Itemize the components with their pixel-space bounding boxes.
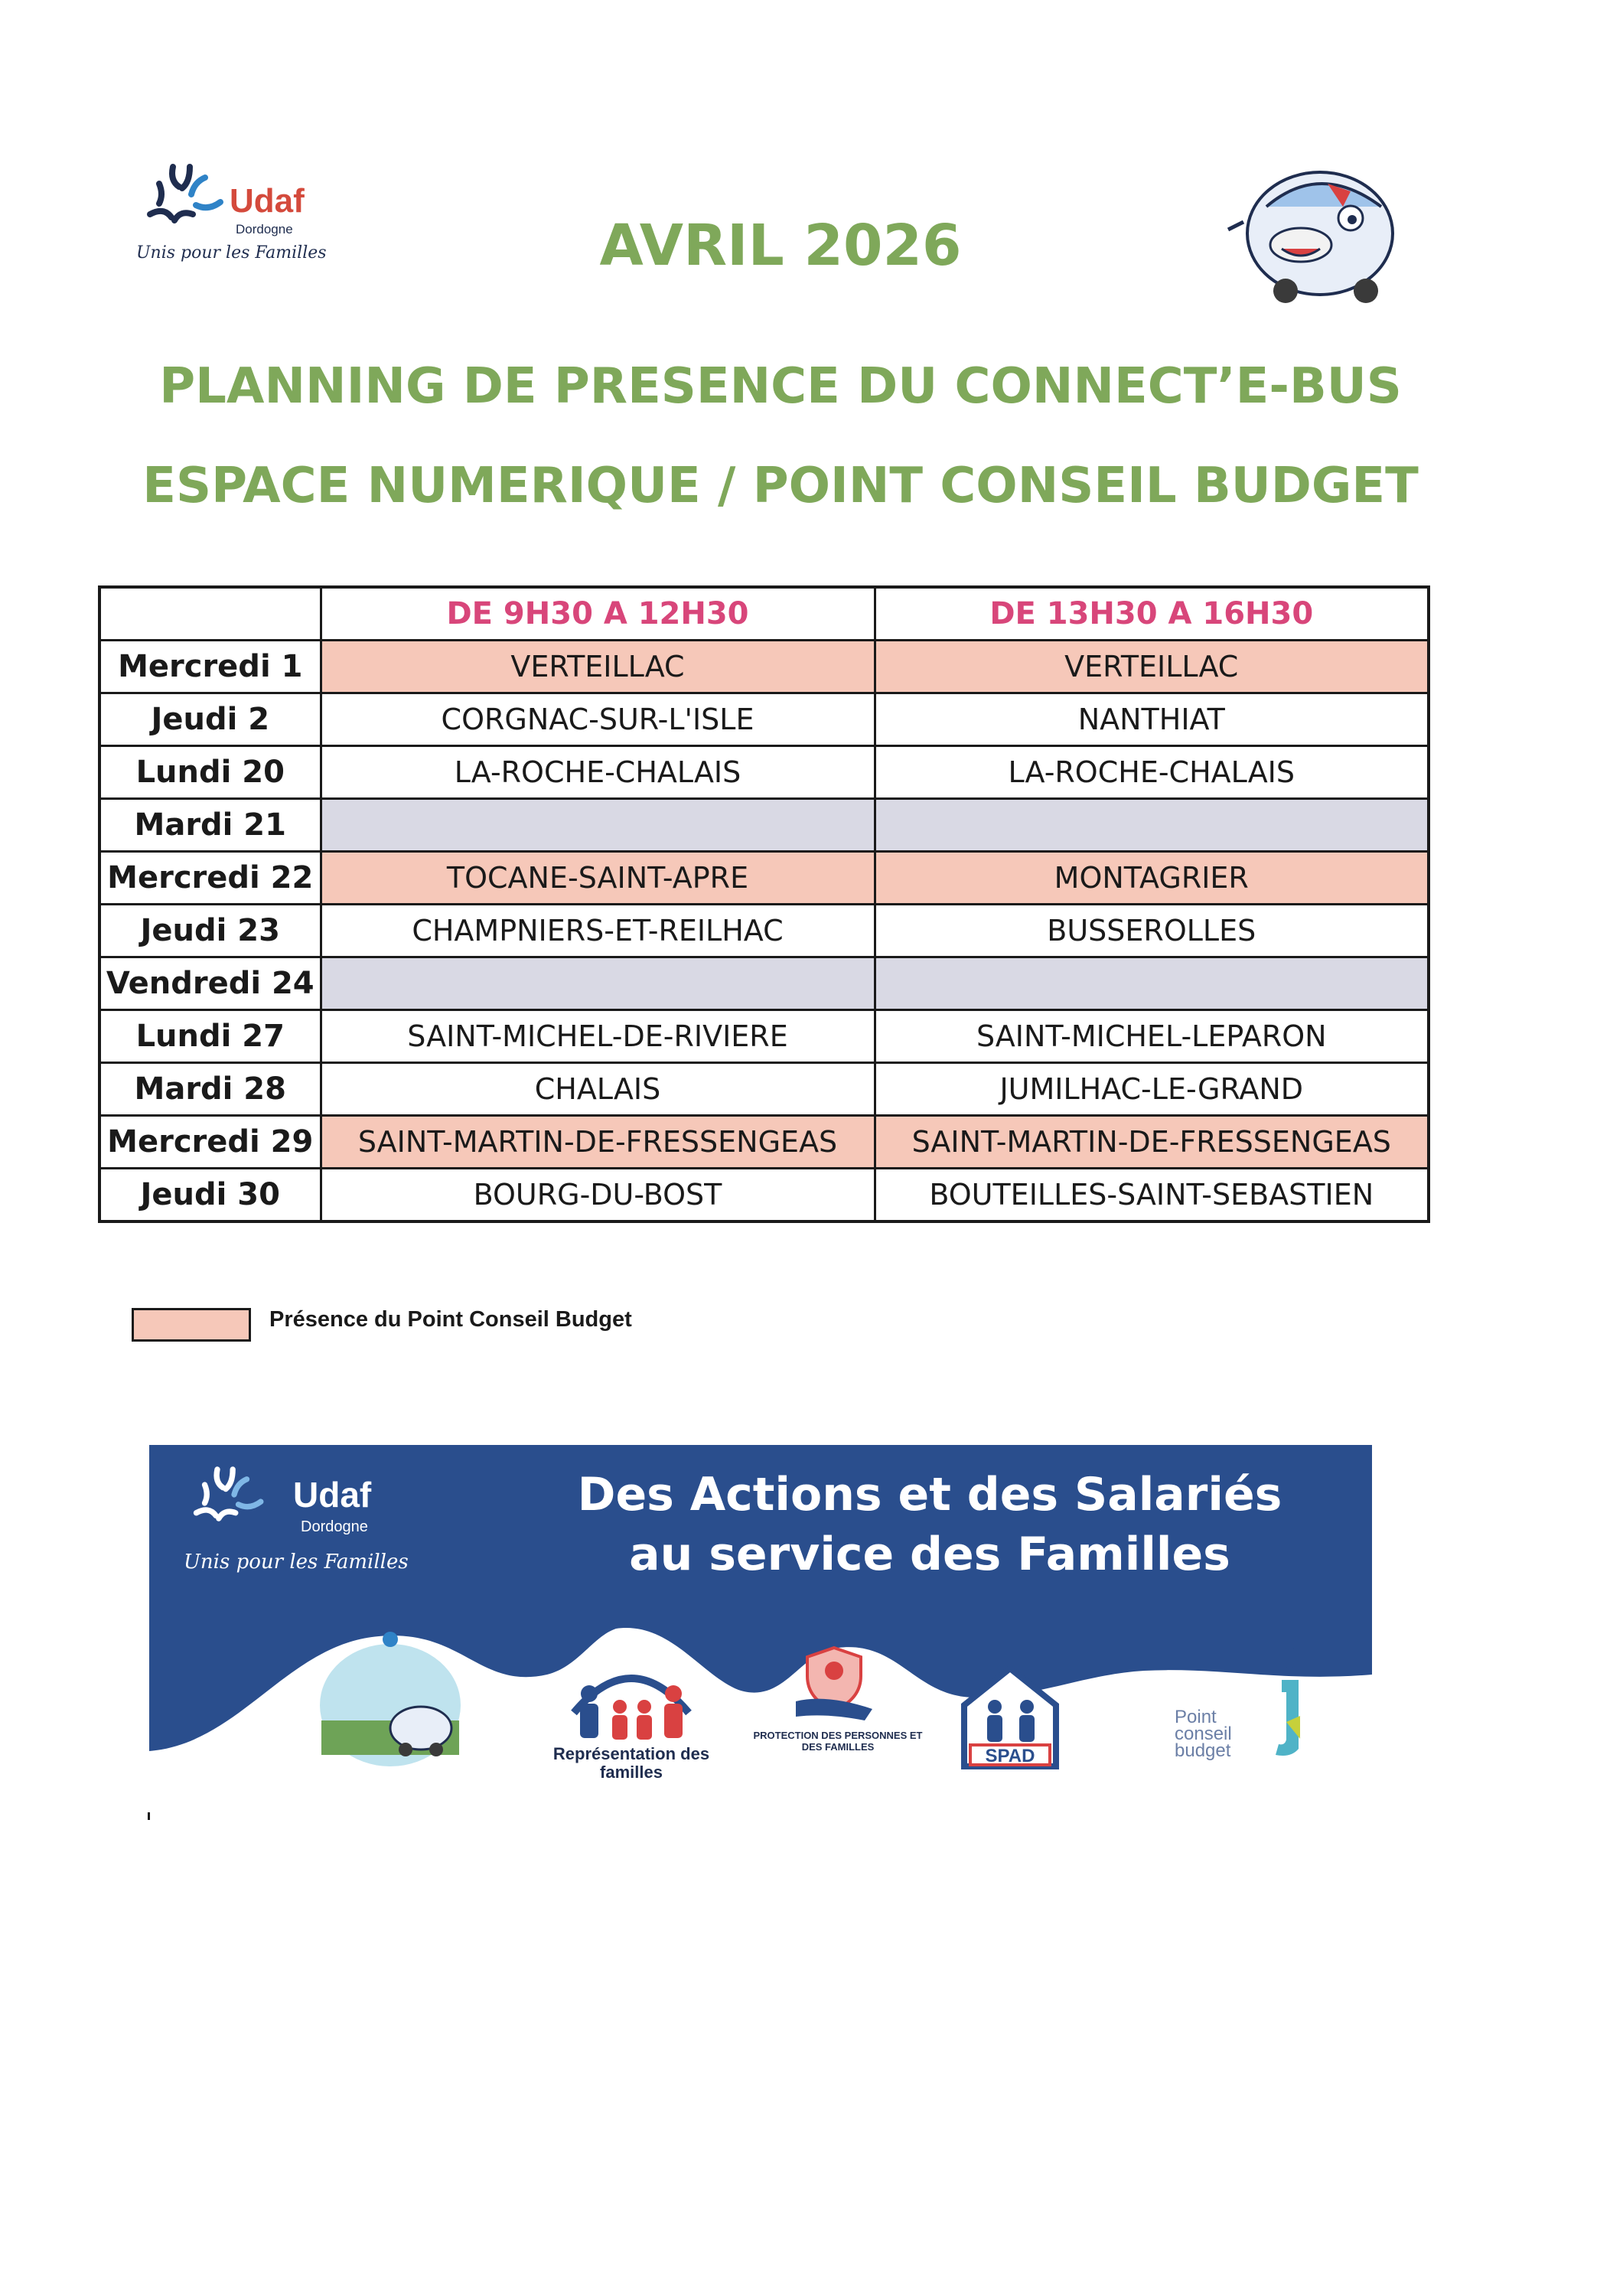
pcb-word-3: budget — [1175, 1740, 1231, 1761]
banner-left-rule — [148, 1812, 150, 1820]
udaf-sub: Dordogne — [236, 222, 293, 236]
table-row — [99, 852, 1429, 905]
morning-location-cell: SAINT-MICHEL-DE-RIVIERE — [321, 1010, 875, 1063]
banner-udaf-sub: Dordogne — [301, 1518, 368, 1535]
morning-location-cell: LA-ROCHE-CHALAIS — [321, 746, 875, 799]
table-row — [99, 1010, 1429, 1063]
afternoon-location-cell — [875, 799, 1429, 852]
point-conseil-budget-icon — [1259, 1645, 1320, 1768]
udaf-banner — [149, 1445, 1372, 1814]
representation-label: Représentation des familles — [552, 1744, 710, 1782]
afternoon-location-cell: JUMILHAC-LE-GRAND — [875, 1063, 1429, 1116]
legend-swatch — [132, 1308, 251, 1342]
pcb-word-2: conseil — [1175, 1724, 1232, 1744]
table-row — [99, 957, 1429, 1010]
afternoon-location-cell: BUSSEROLLES — [875, 905, 1429, 957]
udaf-tagline: Unis pour les Familles — [136, 243, 327, 263]
connect-e-bus-car-illustration — [1221, 153, 1404, 314]
morning-location-cell: TOCANE-SAINT-APRE — [321, 852, 875, 905]
header-afternoon: DE 13H30 A 16H30 — [875, 587, 1429, 641]
table-row — [99, 746, 1429, 799]
morning-location-cell — [321, 957, 875, 1010]
afternoon-location-cell: LA-ROCHE-CHALAIS — [875, 746, 1429, 799]
udaf-banner-symbol-icon — [184, 1460, 268, 1544]
day-cell: Vendredi 24 — [99, 957, 321, 1010]
legend-text: Présence du Point Conseil Budget — [269, 1307, 632, 1332]
pcb-label — [1175, 1709, 1266, 1760]
header-morning: DE 9H30 A 12H30 — [321, 587, 875, 641]
day-cell: Mercredi 29 — [99, 1116, 321, 1169]
day-cell: Lundi 27 — [99, 1010, 321, 1063]
protection-hand-icon — [788, 1640, 880, 1724]
morning-location-cell: SAINT-MARTIN-DE-FRESSENGEAS — [321, 1116, 875, 1169]
day-cell: Jeudi 2 — [99, 693, 321, 746]
spad-label: SPAD — [985, 1746, 1035, 1766]
afternoon-location-cell: VERTEILLAC — [875, 641, 1429, 693]
page-month-title: AVRIL 2026 — [599, 213, 962, 279]
table-row — [99, 641, 1429, 693]
table-row — [99, 905, 1429, 957]
day-cell: Jeudi 30 — [99, 1169, 321, 1222]
day-cell: Mercredi 1 — [99, 641, 321, 693]
banner-udaf-name: Udaf — [293, 1475, 372, 1515]
day-cell: Jeudi 23 — [99, 905, 321, 957]
planning-subtitle: ESPACE NUMERIQUE / POINT CONSEIL BUDGET — [142, 458, 1419, 514]
day-cell: Mercredi 22 — [99, 852, 321, 905]
header-empty-cell — [99, 587, 321, 641]
table-row — [99, 1169, 1429, 1222]
afternoon-location-cell: BOUTEILLES-SAINT-SEBASTIEN — [875, 1169, 1429, 1222]
day-cell: Lundi 20 — [99, 746, 321, 799]
table-header-row — [99, 587, 1429, 641]
morning-location-cell: CORGNAC-SUR-L'ISLE — [321, 693, 875, 746]
protection-label: PROTECTION DES PERSONNES ET DES FAMILLES — [753, 1730, 923, 1753]
table-row — [99, 693, 1429, 746]
afternoon-location-cell: SAINT-MICHEL-LEPARON — [875, 1010, 1429, 1063]
table-row — [99, 799, 1429, 852]
morning-location-cell: BOURG-DU-BOST — [321, 1169, 875, 1222]
schedule-table — [98, 585, 1430, 1223]
morning-location-cell: CHALAIS — [321, 1063, 875, 1116]
day-cell: Mardi 21 — [99, 799, 321, 852]
afternoon-location-cell: MONTAGRIER — [875, 852, 1429, 905]
banner-headline-2: au service des Familles — [629, 1528, 1230, 1581]
family-representation-icon — [559, 1652, 704, 1743]
udaf-name: Udaf — [230, 182, 305, 220]
banner-udaf-tagline: Unis pour les Familles — [184, 1551, 409, 1574]
morning-location-cell — [321, 799, 875, 852]
morning-location-cell: VERTEILLAC — [321, 641, 875, 693]
afternoon-location-cell: NANTHIAT — [875, 693, 1429, 746]
table-row — [99, 1063, 1429, 1116]
afternoon-location-cell: SAINT-MARTIN-DE-FRESSENGEAS — [875, 1116, 1429, 1169]
table-row — [99, 1116, 1429, 1169]
banner-headline-1: Des Actions et des Salariés — [577, 1468, 1282, 1521]
planning-title: PLANNING DE PRESENCE DU CONNECT’E-BUS — [159, 358, 1402, 415]
pcb-word-1: Point — [1175, 1707, 1217, 1727]
morning-location-cell: CHAMPNIERS-ET-REILHAC — [321, 905, 875, 957]
day-cell: Mardi 28 — [99, 1063, 321, 1116]
afternoon-location-cell — [875, 957, 1429, 1010]
connect-bus-badge-icon — [314, 1629, 467, 1774]
